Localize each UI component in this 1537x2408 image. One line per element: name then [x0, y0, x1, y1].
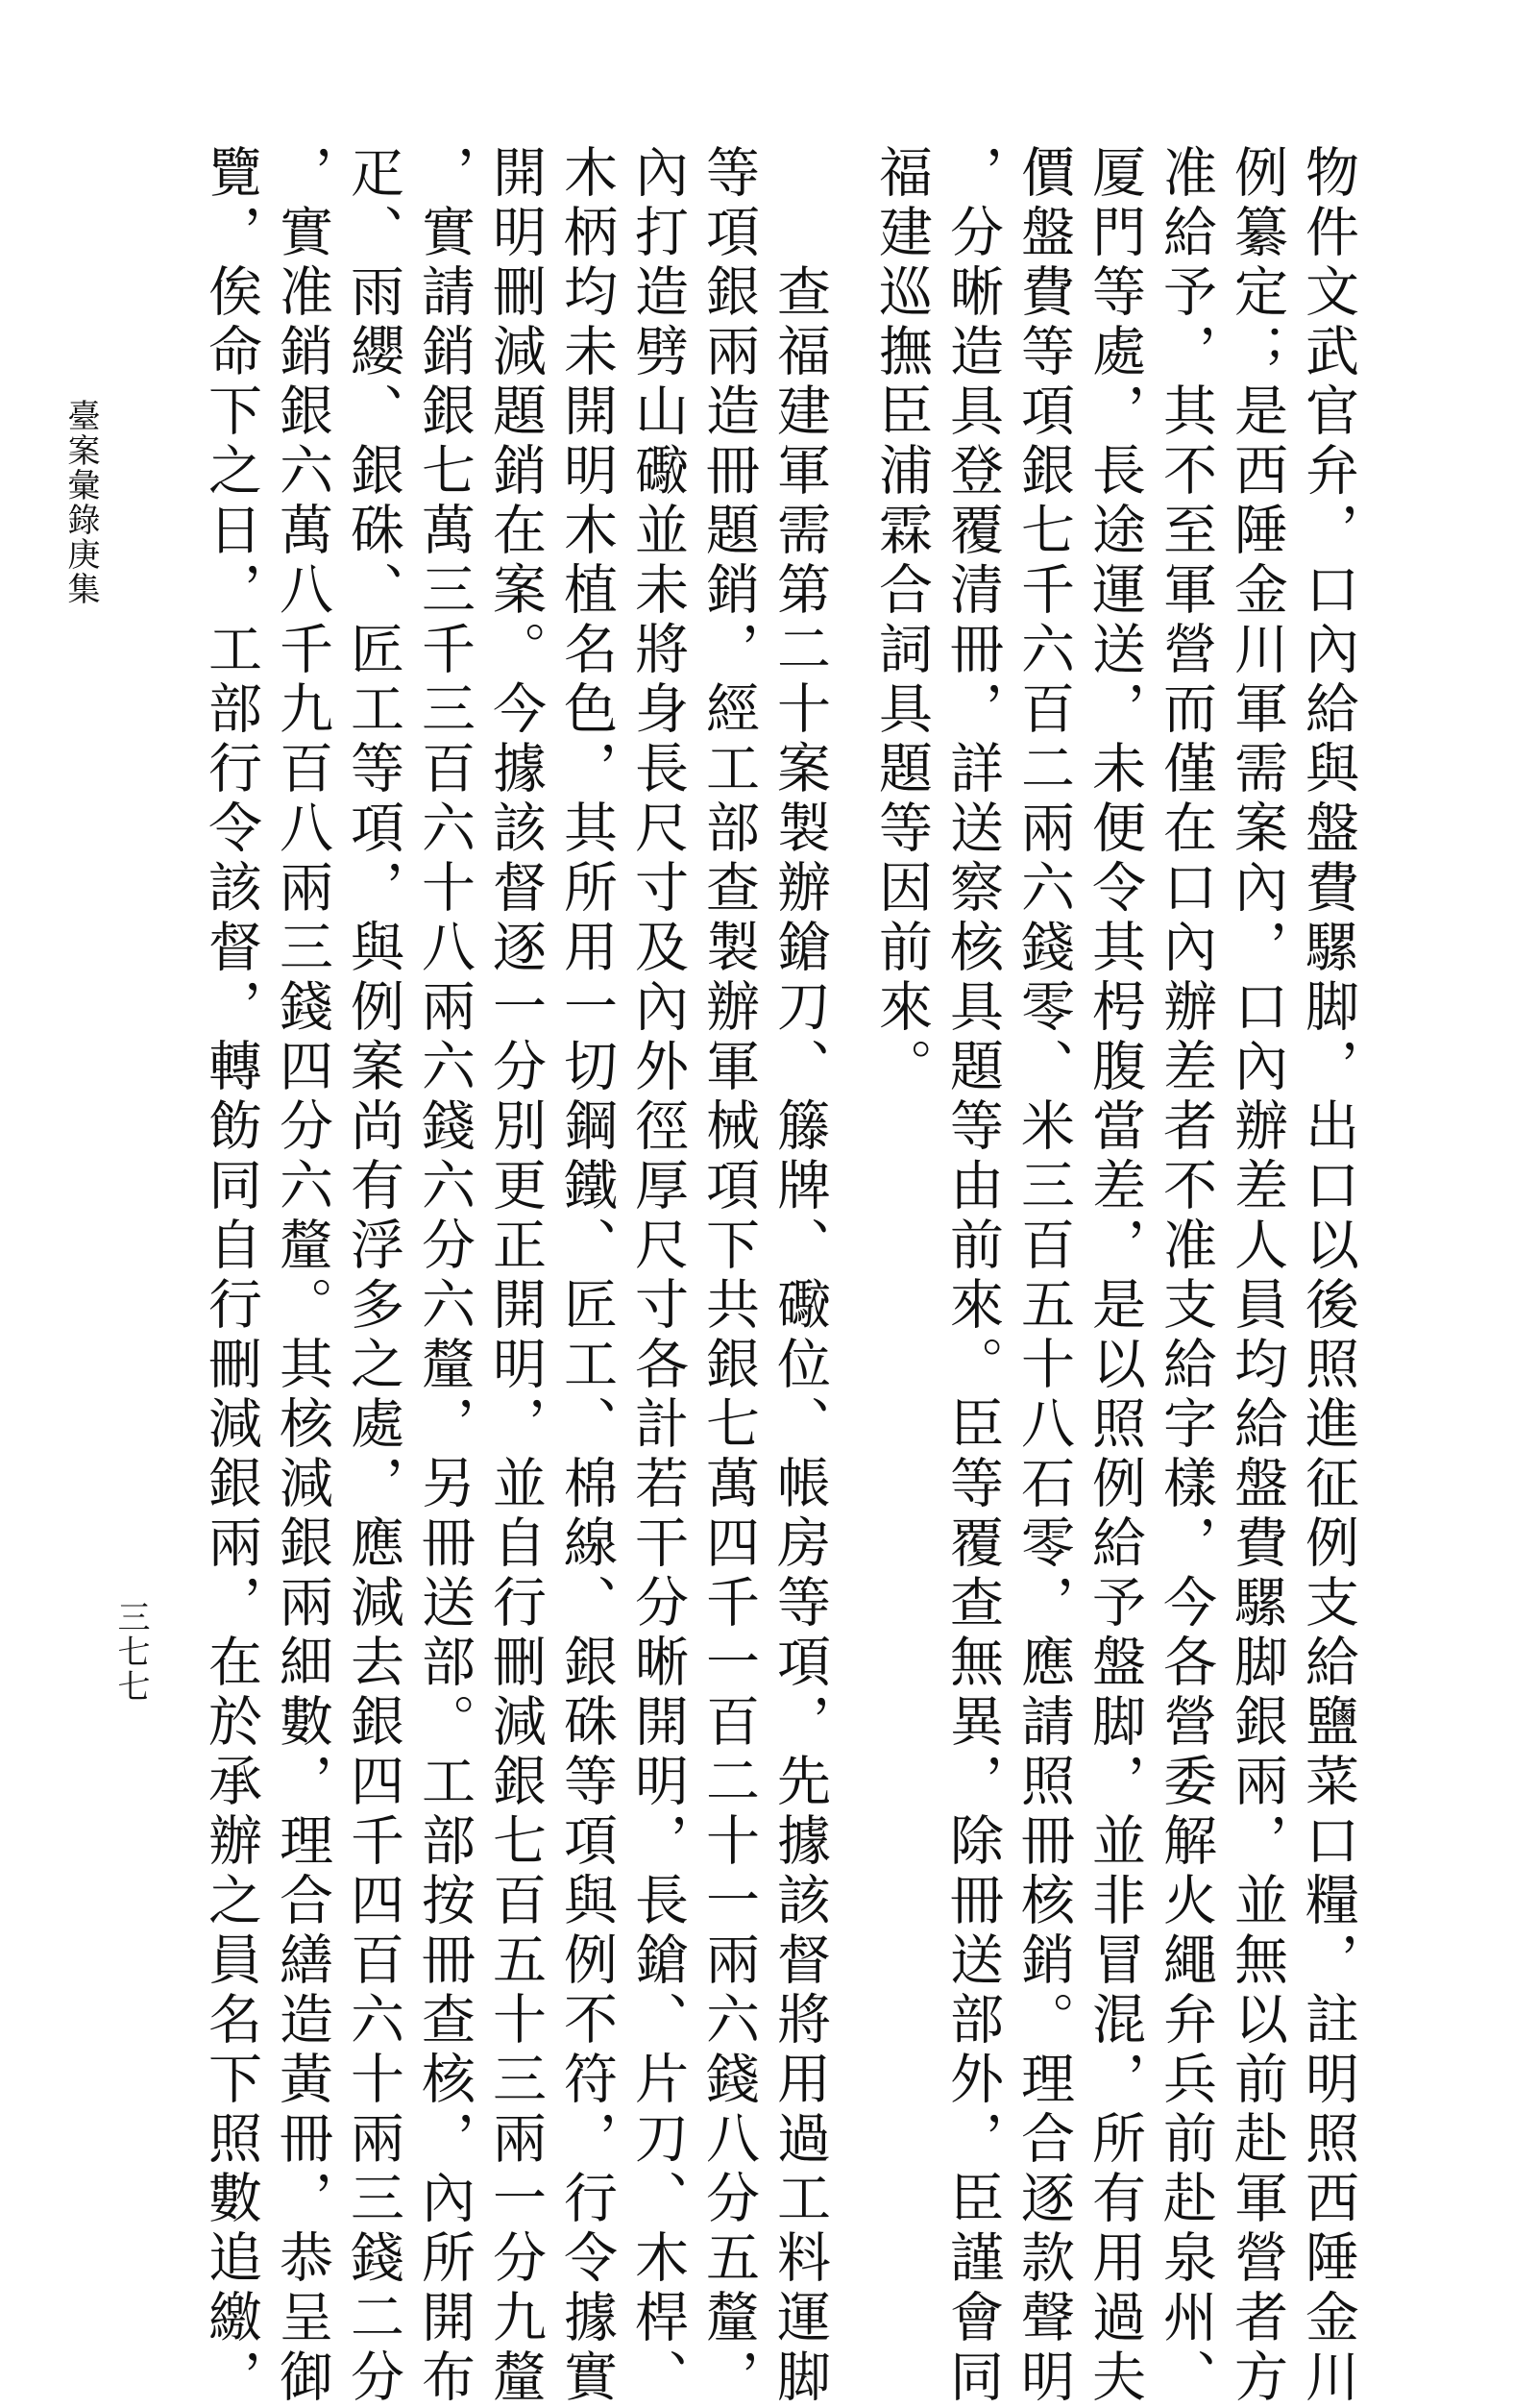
text-column: ，實請銷銀七萬三千三百六十八兩六錢六分六釐，另冊送部。工部按冊查核，內所開布	[413, 144, 476, 2408]
text-column: 開明刪減題銷在案。今據該督逐一分別更正開明，並自行刪減銀七百五十三兩一分九釐	[484, 144, 547, 2408]
running-head: 臺案彙錄庚集	[61, 399, 100, 606]
text-column: 查福建軍需第二十案製辦鎗刀、籐牌、礮位、帳房等項，先據該督將用過工料運脚	[768, 263, 831, 2408]
text-column: 疋、雨纓、銀硃、匠工等項，與例案尚有浮多之處，應減去銀四千四百六十兩三錢二分	[342, 144, 404, 2408]
text-column: 內打造劈山礮並未將身長尺寸及內外徑厚尺寸各計若干分晰開明，長鎗、片刀、木桿、	[626, 144, 689, 2408]
text-column: 木柄均未開明木植名色，其所用一切鋼鐵、匠工、棉線、銀硃等項與例不符，行令據實	[555, 144, 618, 2408]
text-column: ，實准銷銀六萬八千九百八兩三錢四分六釐。其核減銀兩細數，理合繕造黃冊，恭呈御	[271, 144, 333, 2408]
text-column: 物件文武官弁，口內給與盤費騾脚，出口以後照進征例支給鹽菜口糧，註明照西陲金川	[1297, 144, 1359, 2408]
text-column: 例纂定；是西陲金川軍需案內，口內辦差人員均給盤費騾脚銀兩，並無以前赴軍營者方	[1226, 144, 1288, 2408]
text-column: 等項銀兩造冊題銷，經工部查製辦軍械項下共銀七萬四千一百二十一兩六錢八分五釐，	[697, 144, 760, 2408]
text-column: ，分晰造具登覆清冊，詳送察核具題等由前來。臣等覆查無異，除冊送部外，臣謹會同	[941, 144, 1004, 2408]
page-number: 三七七	[111, 1600, 150, 1704]
text-column: 價盤費等項銀七千六百二兩六錢零、米三百五十八石零，應請照冊核銷。理合逐款聲明	[1012, 144, 1075, 2408]
text-column: 覽，俟命下之日，工部行令該督，轉飭同自行刪減銀兩，在於承辦之員名下照數追繳，	[200, 144, 262, 2408]
text-column: 准給予，其不至軍營而僅在口內辦差者不准支給字樣，今各營委解火繩弁兵前赴泉州、	[1155, 144, 1217, 2408]
text-column: 福建巡撫臣浦霖合詞具題等因前來。	[870, 144, 933, 1097]
text-column: 厦門等處，長途運送，未便令其枵腹當差，是以照例給予盤脚，並非冒混，所有用過夫	[1084, 144, 1146, 2408]
